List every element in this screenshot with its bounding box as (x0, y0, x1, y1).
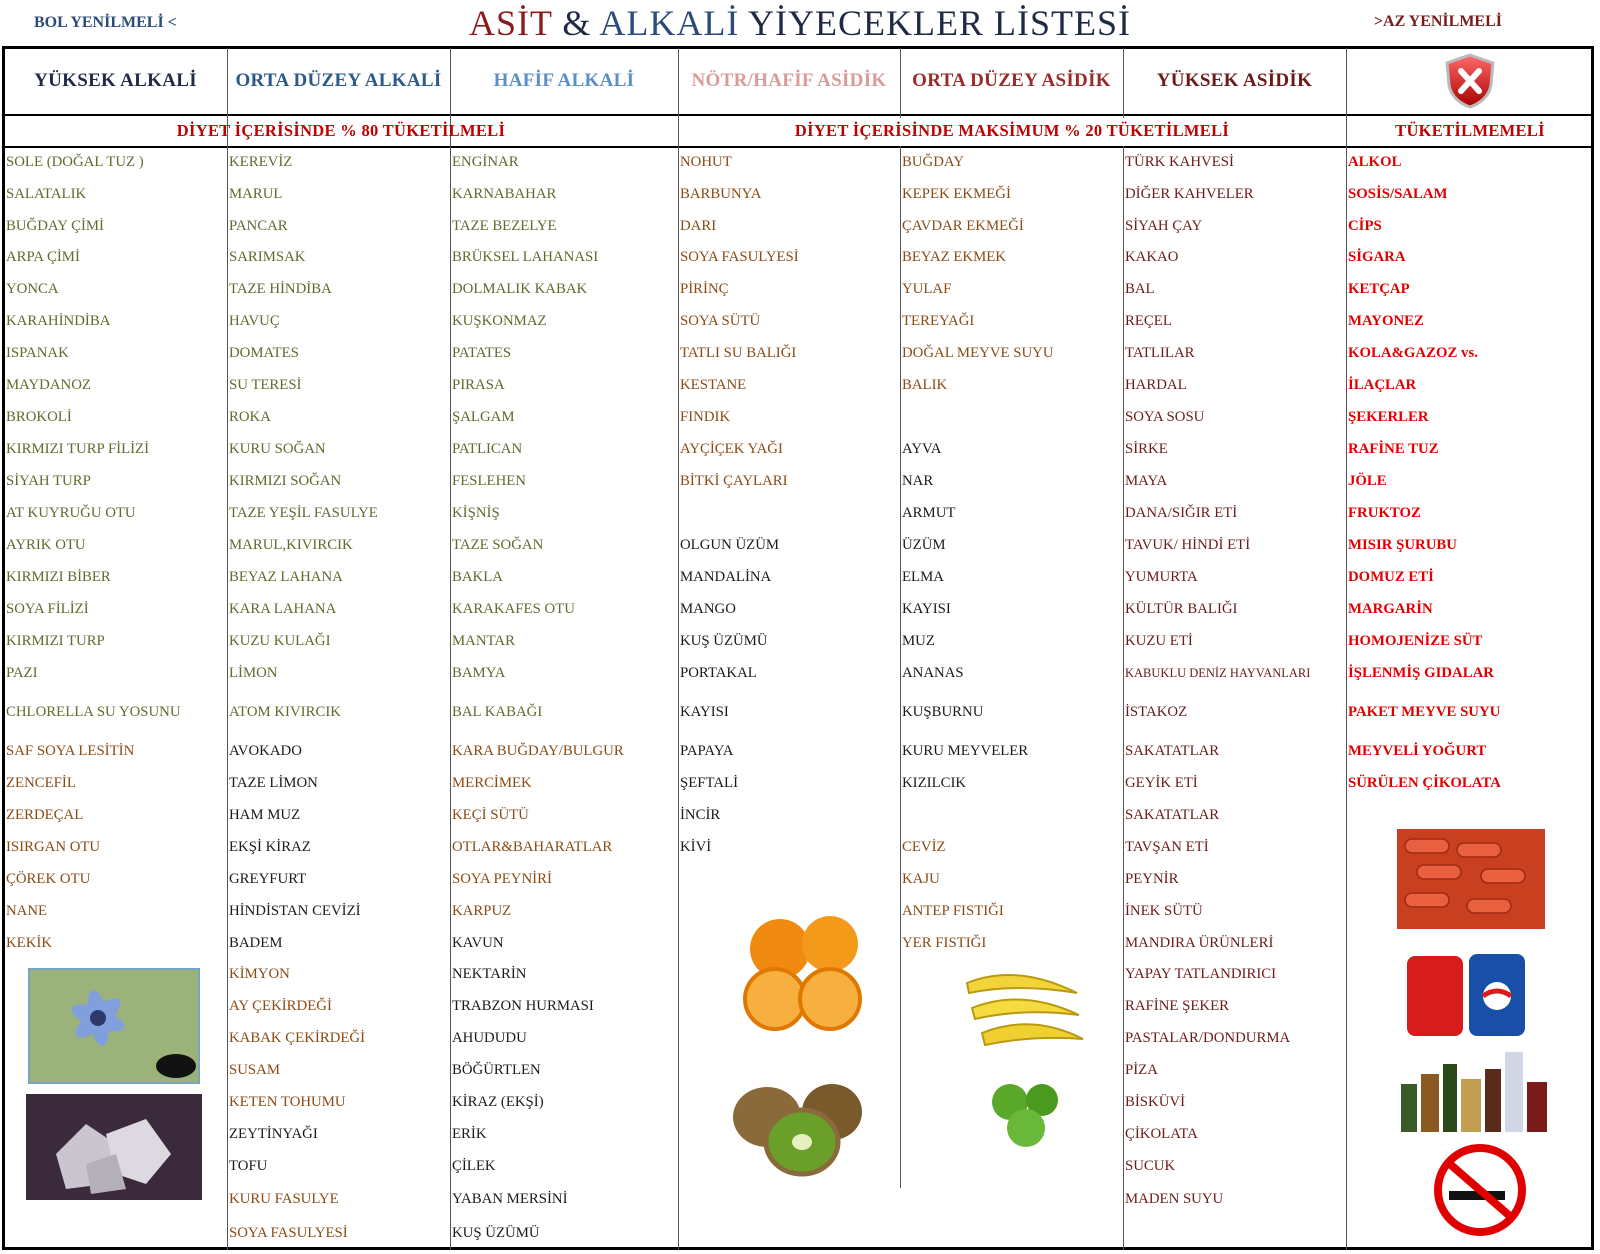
food-item: ARPA ÇİMİ (6, 249, 80, 265)
food-item: FESLEHEN (452, 473, 526, 489)
food-item: BALIK (902, 377, 948, 393)
food-item: SOYA SÜTÜ (680, 313, 761, 329)
food-item: SOSİS/SALAM (1348, 186, 1448, 202)
food-item: AYVA (902, 441, 942, 457)
food-item: PASTALAR/DONDURMA (1125, 1030, 1291, 1046)
food-item: SÜRÜLEN ÇİKOLATA (1348, 775, 1501, 791)
food-item: MAYDANOZ (6, 377, 91, 393)
food-item: KIRMIZI SOĞAN (229, 473, 342, 489)
food-item: SAKATATLAR (1125, 743, 1220, 759)
food-item: ALKOL (1348, 154, 1402, 170)
food-item: TAZE YEŞİL FASULYE (229, 505, 378, 521)
food-item: BAKLA (452, 569, 503, 585)
column-header-yasak (1346, 48, 1594, 114)
title-part: ASİT (469, 3, 553, 43)
title-part: & (552, 3, 600, 43)
food-item: KOLA&GAZOZ vs. (1348, 345, 1478, 361)
consumption-band-1: DİYET İÇERİSİNDE MAKSİMUM % 20 TÜKETİLMELİ (794, 121, 1230, 140)
food-item: KAJU (902, 871, 940, 887)
food-item: HAM MUZ (229, 807, 301, 823)
banana-icon (947, 953, 1095, 1061)
orange-icon (735, 909, 863, 1033)
food-item: KESTANE (680, 377, 747, 393)
food-item: RAFİNE ŞEKER (1125, 998, 1229, 1014)
food-item: SİYAH ÇAY (1125, 218, 1203, 234)
food-item: MARGARİN (1348, 601, 1433, 617)
food-item: İŞLENMİŞ GIDALAR (1348, 665, 1494, 681)
oranges-image (735, 909, 863, 1033)
food-item: ŞEKERLER (1348, 409, 1429, 425)
food-item: SOLE (DOĞAL TUZ ) (6, 154, 144, 170)
food-item: REÇEL (1125, 313, 1172, 329)
food-item: SOYA PEYNİRİ (452, 871, 552, 887)
food-item: YABAN MERSİNİ (452, 1191, 568, 1207)
food-item: BAMYA (452, 665, 506, 681)
column-header-hafif_alkali: HAFİF ALKALİ (493, 70, 635, 91)
food-item: MANDALİNA (680, 569, 772, 585)
food-item: OTLAR&BAHARATLAR (452, 839, 613, 855)
food-item: SARIMSAK (229, 249, 306, 265)
food-item: RAFİNE TUZ (1348, 441, 1439, 457)
food-item: KAYISI (680, 704, 729, 720)
food-item: BÖĞÜRTLEN (452, 1062, 541, 1078)
food-item: KABUKLU DENİZ HAYVANLARI (1125, 666, 1311, 680)
food-item: LİMON (229, 665, 278, 681)
column-divider (227, 48, 228, 1250)
food-item: TAZE LİMON (229, 775, 318, 791)
food-item: SU TERESİ (229, 377, 302, 393)
food-item: KARA LAHANA (229, 601, 337, 617)
food-item: KIRMIZI TURP FİLİZİ (6, 441, 150, 457)
food-item: NANE (6, 903, 48, 919)
row-divider (3, 146, 1594, 148)
food-item: KARAKAFES OTU (452, 601, 575, 617)
column-divider (678, 48, 679, 1250)
food-item: SUSAM (229, 1062, 280, 1078)
food-item: BİTKİ ÇAYLARI (680, 473, 788, 489)
title-part: ALKALİ (599, 3, 740, 43)
nigella-flower-icon (28, 968, 200, 1084)
food-item: PAKET MEYVE SUYU (1348, 704, 1501, 720)
food-item: ANTEP FISTIĞI (902, 903, 1004, 919)
food-item: KUŞBURNU (902, 704, 984, 720)
food-item: KUŞ ÜZÜMÜ (680, 633, 768, 649)
food-item: DOĞAL MEYVE SUYU (902, 345, 1054, 361)
food-item: ARMUT (902, 505, 956, 521)
food-item: KARPUZ (452, 903, 512, 919)
apple-icon (980, 1072, 1070, 1154)
food-item: KİRAZ (EKŞİ) (452, 1094, 544, 1110)
kiwi-icon (722, 1072, 882, 1182)
food-item: DANA/SIĞIR ETİ (1125, 505, 1238, 521)
food-item: KIZILCIK (902, 775, 967, 791)
food-item: TATLILAR (1125, 345, 1195, 361)
food-item: AYÇİÇEK YAĞI (680, 441, 783, 457)
food-item: BEYAZ LAHANA (229, 569, 343, 585)
food-item: GEYİK ETİ (1125, 775, 1198, 791)
food-item: ELMA (902, 569, 944, 585)
food-item: BUĞDAY ÇİMİ (6, 218, 104, 234)
food-item: KEPEK EKMEĞİ (902, 186, 1011, 202)
food-item: KETÇAP (1348, 281, 1410, 297)
food-item: TAZE BEZELYE (452, 218, 557, 234)
food-item: PEYNİR (1125, 871, 1179, 887)
food-item: PİRİNÇ (680, 281, 729, 297)
food-item: KUZU ETİ (1125, 633, 1193, 649)
bottle-icon (1393, 1044, 1557, 1134)
food-item: KURU FASULYE (229, 1191, 339, 1207)
food-item: CİPS (1348, 218, 1382, 234)
column-header-orta_asidik: ORTA DÜZEY ASİDİK (912, 70, 1111, 91)
food-item: TAVŞAN ETİ (1125, 839, 1209, 855)
food-item: PORTAKAL (680, 665, 757, 681)
sausages-image (1397, 829, 1545, 929)
food-item: TÜRK KAHVESİ (1125, 154, 1234, 170)
salt-crystals-image (26, 1094, 202, 1200)
food-item: ISPANAK (6, 345, 69, 361)
food-item: SAF SOYA LESİTİN (6, 743, 135, 759)
food-item: MANDIRA ÜRÜNLERİ (1125, 935, 1274, 951)
food-item: JÖLE (1348, 473, 1387, 489)
food-item: TAVUK/ HİNDİ ETİ (1125, 537, 1251, 553)
food-item: MERCİMEK (452, 775, 532, 791)
food-item: TAZE HİNDİBA (229, 281, 332, 297)
food-item: HİNDİSTAN CEVİZİ (229, 903, 361, 919)
food-item: NAR (902, 473, 934, 489)
food-item: ÇAVDAR EKMEĞİ (902, 218, 1024, 234)
kiwi-image (722, 1072, 882, 1182)
less-eaten-note: >AZ YENİLMELİ (1373, 13, 1502, 30)
food-item: ÇÖREK OTU (6, 871, 91, 887)
page-header (0, 0, 1600, 48)
food-item: SOYA FASULYESİ (229, 1225, 348, 1241)
food-item: MAYA (1125, 473, 1168, 489)
food-item: DİĞER KAHVELER (1125, 186, 1254, 202)
food-item: PAZI (6, 665, 38, 681)
food-item: HAVUÇ (229, 313, 280, 329)
food-item: KİMYON (229, 966, 290, 982)
bananas-image (947, 953, 1095, 1061)
food-item: ANANAS (902, 665, 964, 681)
food-item: CEVİZ (902, 839, 946, 855)
food-item: GREYFURT (229, 871, 307, 887)
food-item: SOYA SOSU (1125, 409, 1205, 425)
food-item: NOHUT (680, 154, 732, 170)
food-item: SİGARA (1348, 249, 1406, 265)
food-item: OLGUN ÜZÜM (680, 537, 780, 553)
food-item: KETEN TOHUMU (229, 1094, 346, 1110)
food-item: KARNABAHAR (452, 186, 557, 202)
salt-crystal-icon (26, 1094, 202, 1200)
food-item: FINDIK (680, 409, 731, 425)
food-item: KURU SOĞAN (229, 441, 326, 457)
food-item: MADEN SUYU (1125, 1191, 1224, 1207)
food-item: KUŞKONMAZ (452, 313, 547, 329)
food-item: EKŞİ KİRAZ (229, 839, 311, 855)
food-item: SOYA FASULYESİ (680, 249, 799, 265)
food-item: MISIR ŞURUBU (1348, 537, 1457, 553)
food-item: TOFU (229, 1158, 268, 1174)
page-title (0, 2, 1600, 44)
food-item: CHLORELLA SU YOSUNU (6, 704, 181, 720)
column-divider (450, 48, 451, 1250)
food-item: ÇİKOLATA (1125, 1126, 1198, 1142)
food-item: PAPAYA (680, 743, 734, 759)
food-item: BARBUNYA (680, 186, 762, 202)
food-item: KEKİK (6, 935, 53, 951)
food-item: KABAK ÇEKİRDEĞİ (229, 1030, 366, 1046)
food-item: BİSKÜVİ (1125, 1094, 1186, 1110)
food-item: TRABZON HURMASI (452, 998, 594, 1014)
food-item: BUĞDAY (902, 154, 964, 170)
food-item: KARAHİNDİBA (6, 313, 111, 329)
food-item: YONCA (6, 281, 59, 297)
food-item: DOLMALIK KABAK (452, 281, 588, 297)
food-item: PATLICAN (452, 441, 523, 457)
food-item: MANTAR (452, 633, 515, 649)
food-item: BAL (1125, 281, 1155, 297)
food-item: BADEM (229, 935, 283, 951)
consumption-band-0: DİYET İÇERİSİNDE % 80 TÜKETİLMELİ (176, 121, 506, 140)
nigella-flower-image (28, 968, 200, 1084)
food-item: KEREVİZ (229, 154, 293, 170)
food-item: BAL KABAĞI (452, 704, 543, 720)
food-item: NEKTARİN (452, 966, 527, 982)
consumption-band-2: TÜKETİLMEMELİ (1395, 121, 1545, 140)
food-item: AT KUYRUĞU OTU (6, 505, 136, 521)
food-item: SALATALIK (6, 186, 87, 202)
food-item: YULAF (902, 281, 952, 297)
food-item: AY ÇEKİRDEĞİ (229, 998, 332, 1014)
food-item: FRUKTOZ (1348, 505, 1421, 521)
food-item: BROKOLİ (6, 409, 72, 425)
food-item: MAYONEZ (1348, 313, 1424, 329)
food-item: KAYISI (902, 601, 951, 617)
no-smoking-icon (1427, 1143, 1533, 1237)
food-item: PANCAR (229, 218, 288, 234)
food-item: TATLI SU BALIĞI (680, 345, 797, 361)
soda-can-icon (1397, 946, 1535, 1042)
column-header-yuksek_asidik: YÜKSEK ASİDİK (1156, 70, 1313, 91)
food-item: YUMURTA (1125, 569, 1198, 585)
food-item: MARUL,KIVIRCIK (229, 537, 353, 553)
cola-cans-image (1397, 946, 1535, 1042)
food-item: DARI (680, 218, 717, 234)
column-header-yuksek_alkali: YÜKSEK ALKALİ (34, 70, 197, 91)
food-item: SAKATATLAR (1125, 807, 1220, 823)
food-item: KARA BUĞDAY/BULGUR (452, 743, 624, 759)
title-part: YİYECEKLER LİSTESİ (739, 3, 1131, 43)
food-item: MEYVELİ YOĞURT (1348, 743, 1487, 759)
more-eaten-note: BOL YENİLMELİ < (34, 14, 177, 31)
food-item: SİRKE (1125, 441, 1168, 457)
column-divider (1346, 48, 1347, 1250)
food-item: PIRASA (452, 377, 505, 393)
food-item: TAZE SOĞAN (452, 537, 544, 553)
red-shield-x-icon (1443, 53, 1497, 109)
food-item: PATATES (452, 345, 512, 361)
food-item: ZEYTİNYAĞI (229, 1126, 318, 1142)
food-item: HARDAL (1125, 377, 1187, 393)
food-item: SUCUK (1125, 1158, 1176, 1174)
food-item: KİVİ (680, 839, 712, 855)
food-item: AVOKADO (229, 743, 302, 759)
food-item: PİZA (1125, 1062, 1158, 1078)
food-item: MUZ (902, 633, 935, 649)
food-item: ÇİLEK (452, 1158, 496, 1174)
food-item: MARUL (229, 186, 283, 202)
food-item: ATOM KIVIRCIK (229, 704, 341, 720)
food-item: KURU MEYVELER (902, 743, 1029, 759)
food-item: İSTAKOZ (1125, 704, 1188, 720)
food-item: YER FISTIĞI (902, 935, 987, 951)
food-item: DOMATES (229, 345, 299, 361)
food-item: ZERDEÇAL (6, 807, 84, 823)
food-item: KIRMIZI TURP (6, 633, 105, 649)
food-item: KAKAO (1125, 249, 1179, 265)
food-item: ENGİNAR (452, 154, 519, 170)
food-item: KAVUN (452, 935, 504, 951)
food-item: BRÜKSEL LAHANASI (452, 249, 599, 265)
food-item: ŞALGAM (452, 409, 515, 425)
food-item: KUZU KULAĞI (229, 633, 331, 649)
food-item: MANGO (680, 601, 736, 617)
food-item: İLAÇLAR (1348, 377, 1417, 393)
sausage-icon (1397, 829, 1545, 929)
liquor-bottles-image (1393, 1044, 1557, 1134)
food-item: İNCİR (680, 807, 721, 823)
food-item: ROKA (229, 409, 271, 425)
food-item: HOMOJENİZE SÜT (1348, 633, 1483, 649)
food-item: KİŞNİŞ (452, 505, 500, 521)
food-item: KEÇİ SÜTÜ (452, 807, 529, 823)
food-item: SOYA FİLİZİ (6, 601, 89, 617)
food-item: AHUDUDU (452, 1030, 527, 1046)
food-item: KIRMIZI BİBER (6, 569, 111, 585)
food-item: KUŞ ÜZÜMÜ (452, 1225, 540, 1241)
column-divider (1123, 146, 1124, 1250)
green-apples-image (980, 1072, 1070, 1154)
food-item: ŞEFTALİ (680, 775, 739, 791)
food-item: İNEK SÜTÜ (1125, 903, 1203, 919)
food-item: ERİK (452, 1126, 487, 1142)
food-item: AYRIK OTU (6, 537, 86, 553)
food-item: TEREYAĞI (902, 313, 975, 329)
food-item: YAPAY TATLANDIRICI (1125, 966, 1277, 982)
food-item: DOMUZ ETİ (1348, 569, 1434, 585)
column-header-orta_alkali: ORTA DÜZEY ALKALİ (235, 70, 442, 91)
food-item: KÜLTÜR BALIĞI (1125, 601, 1238, 617)
no-smoking-image (1427, 1143, 1533, 1237)
food-item: ZENCEFİL (6, 775, 76, 791)
food-item: ÜZÜM (902, 537, 946, 553)
food-item: ISIRGAN OTU (6, 839, 101, 855)
column-header-notr_asidik: NÖTR/HAFİF ASİDİK (691, 70, 887, 91)
food-item: BEYAZ EKMEK (902, 249, 1006, 265)
food-item: SİYAH TURP (6, 473, 91, 489)
column-divider (900, 146, 901, 1188)
